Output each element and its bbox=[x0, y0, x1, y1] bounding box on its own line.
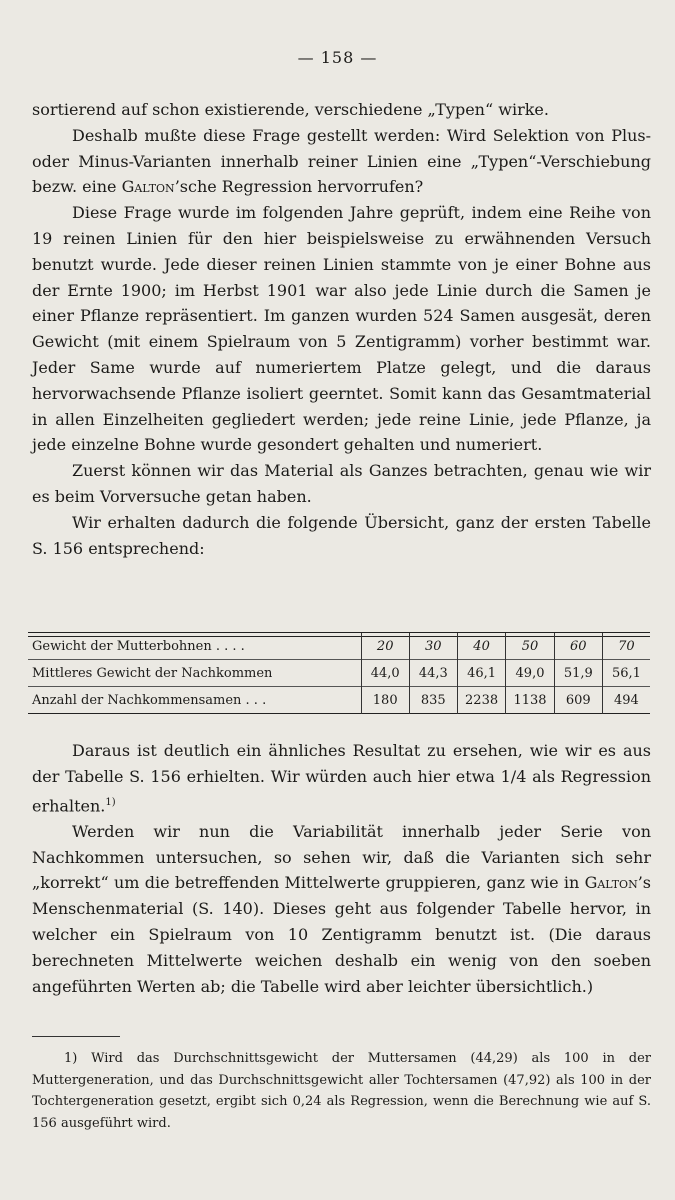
table-cell: 51,9 bbox=[554, 660, 602, 687]
table-cell: 835 bbox=[409, 687, 457, 714]
row-label: Mittleres Gewicht der Nachkommen bbox=[28, 660, 361, 687]
footnote-text: Wird das Durchschnittsgewicht der Muttersamen (44,29) als 100 in der Muttergeneration, und das Durchschnittsgewicht aller Tochtersamen (47,92) als 100 in der Tochtergeneration gesetzt, ergibt sich 0,24 als Regression, wenn die Berechnung wie auf S. 156 ausgeführt wird. bbox=[32, 1051, 651, 1131]
table-cell: 60 bbox=[554, 633, 602, 660]
table-cell: 56,1 bbox=[602, 660, 650, 687]
table-cell: 609 bbox=[554, 687, 602, 714]
weight-table bbox=[28, 632, 650, 714]
table-cell: 44,0 bbox=[361, 660, 409, 687]
author-name: Galton bbox=[121, 177, 175, 197]
table-cell: 30 bbox=[409, 633, 457, 660]
fraction: 1/4 bbox=[500, 766, 527, 786]
table-cell: 49,0 bbox=[506, 660, 554, 687]
footnote-rule bbox=[32, 1036, 120, 1037]
author-name: Galton bbox=[584, 873, 638, 893]
table-cell: 180 bbox=[361, 687, 409, 714]
table-cell: 70 bbox=[602, 633, 650, 660]
paragraph: sortierend auf schon existierende, verschiedene „Typen“ wirke. bbox=[32, 100, 549, 119]
row-label: Gewicht der Mutterbohnen . . . . bbox=[32, 638, 245, 654]
footnote-mark: 1) bbox=[64, 1051, 78, 1066]
table-row bbox=[28, 660, 650, 687]
paragraph: Diese Frage wurde im folgenden Jahre geprüft, indem eine Reihe von 19 reinen Linien für den hier beispielsweise zu erwähnenden Versuch benutzt wurde. Jede dieser reinen Linien stammte von je einer Bohne aus der Ernte 1900; im Herbst 1901 war also jede Linie durch die Samen je einer Pflanze repräsentiert. Im ganzen wurden 524 Samen ausgesät, deren Gewicht (mit einem Spielraum von 5 Zentigramm) vorher bestimmt war. Jeder Same wurde auf numeriertem Platze gelegt, und die daraus hervorwachsende Pflanze isoliert geerntet. Somit kann das Gesamtmaterial in allen Einzelheiten gegliedert werden; jede reine Linie, jede Pflanze, ja jede einzelne Bohne wurde gesondert gehalten und numeriert. bbox=[32, 203, 651, 455]
row-label: Anzahl der Nachkommensamen . . . bbox=[28, 687, 361, 714]
table-row bbox=[28, 633, 650, 660]
table-cell: 2238 bbox=[457, 687, 505, 714]
table-cell: 40 bbox=[457, 633, 505, 660]
footnote bbox=[32, 1048, 651, 1134]
paragraph: Deshalb mußte diese Frage gestellt werden: Wird Selektion von Plus- oder Minus-Varianten innerhalb reiner Linien eine „Typen“-Verschiebung bezw. eine Galton’sche Regression hervorrufen? bbox=[32, 125, 651, 197]
footnote-ref: 1) bbox=[105, 796, 116, 808]
paragraph: Daraus ist deutlich ein ähnliches Resultat zu ersehen, wie wir es aus der Tabelle S. 156 erhielten. Wir würden auch hier etwa 1/4 als Regression erhalten.$^{1)}$ bbox=[32, 741, 652, 815]
table-cell: 20 bbox=[361, 633, 409, 660]
paragraph: Wir erhalten dadurch die folgende Übersicht, ganz der ersten Tabelle S. 156 entsprechend: bbox=[32, 512, 651, 558]
body-text-before-table bbox=[32, 97, 651, 561]
table-cell: 46,1 bbox=[457, 660, 505, 687]
table-row bbox=[28, 687, 650, 714]
table-cell: 50 bbox=[506, 633, 554, 660]
paragraph: Zuerst können wir das Material als Ganzes betrachten, genau wie wir es beim Vorversuche getan haben. bbox=[32, 461, 651, 506]
page-number: — 158 — bbox=[297, 48, 378, 67]
body-text-after-table bbox=[32, 738, 651, 999]
table-cell: 44,3 bbox=[409, 660, 457, 687]
paragraph: Werden wir nun die Variabilität innerhalb jeder Serie von Nachkommen untersuchen, so sehen wir, daß die Varianten sich sehr „korrekt“ um die betreffenden Mittelwerte gruppieren, ganz wie in Galton’s Menschenmaterial (S. 140). Dieses geht aus folgender Tabelle hervor, in welcher ein Spielraum von 10 Zentigramm benutzt ist. (Die daraus berechneten Mittelwerte weichen deshalb ein wenig von den soeben angeführten Werten ab; die Tabelle wird aber leichter übersichtlich.) bbox=[32, 821, 651, 996]
table-cell: 494 bbox=[602, 687, 650, 714]
table-cell: 1138 bbox=[506, 687, 554, 714]
